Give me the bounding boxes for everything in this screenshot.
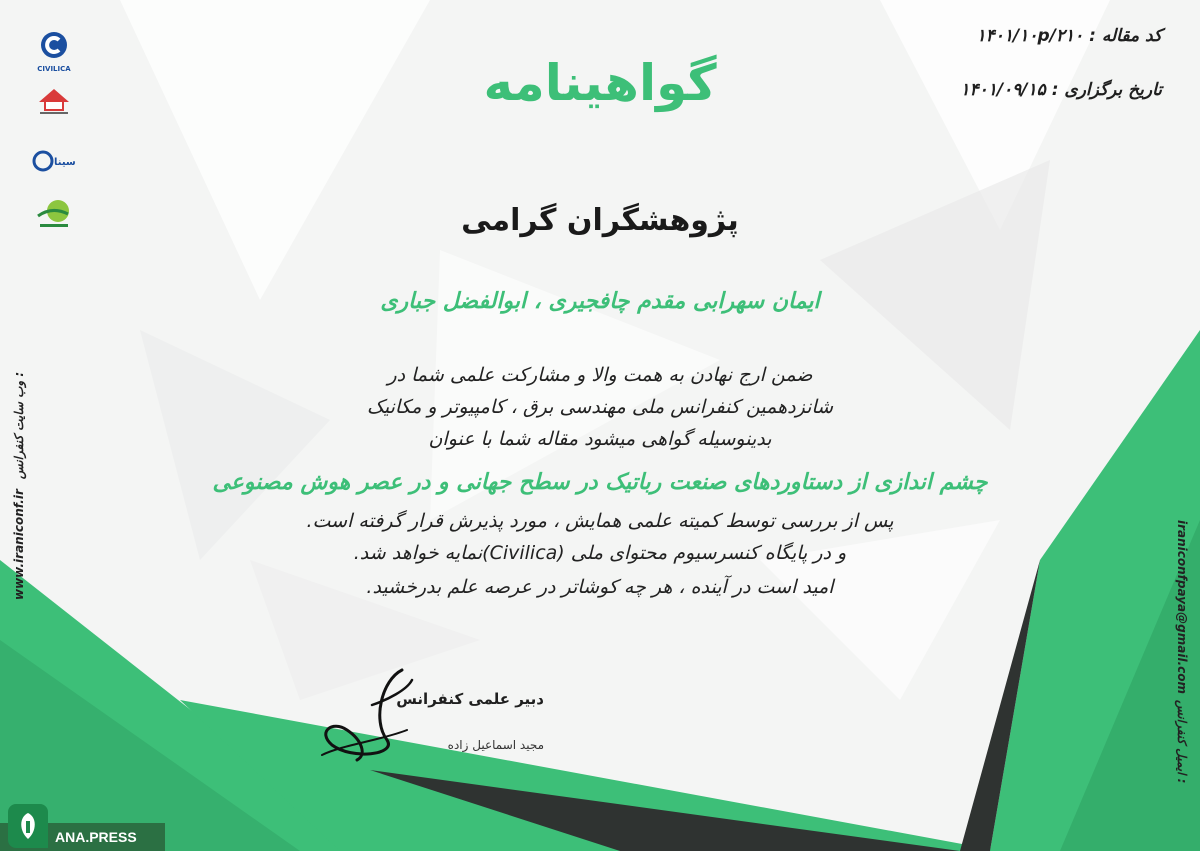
event-date xyxy=(960,80,1162,100)
sinia-logo-icon xyxy=(32,148,76,174)
sinia-logo xyxy=(26,148,82,178)
certificate-title: گواهینامه xyxy=(483,54,717,112)
signer-name: مجید اسماعیل زاده xyxy=(447,738,544,752)
body-line-5: و در پایگاه کنسرسیوم محتوای ملی (Civilica)نمایه خواهد شد. xyxy=(353,542,847,564)
article-code-label: کد مقاله : xyxy=(1089,26,1162,46)
website-label: وب سایت کنفرانس : xyxy=(12,371,26,480)
house-logo xyxy=(26,86,82,120)
website-sidebar xyxy=(12,372,26,600)
ana-press-text: ANA.PRESS xyxy=(55,829,137,845)
civilica-logo-icon xyxy=(39,30,69,60)
handwritten-signature xyxy=(312,660,422,770)
body-line-1: ضمن ارج نهادن به همت والا و مشارکت علمی شما در xyxy=(387,364,813,386)
author-names: ایمان سهرابی مقدم چافجیری ، ابوالفضل جباری xyxy=(380,289,820,314)
email-address[interactable]: iraniconfpaya@gmail.com xyxy=(1175,520,1189,694)
email-sidebar xyxy=(1175,520,1189,783)
body-line-4: پس از بررسی توسط کمیته علمی همایش ، مورد پذیرش قرار گرفته است. xyxy=(306,510,894,532)
event-date-label: تاریخ برگزاری : xyxy=(1051,80,1162,100)
article-code xyxy=(976,26,1162,46)
body-line-3: بدینوسیله گواهی میشود مقاله شما با عنوان xyxy=(428,428,772,450)
green-logo-icon xyxy=(34,198,74,230)
house-logo-icon xyxy=(36,86,72,116)
civilica-logo-text: CIVILICA xyxy=(37,65,71,73)
body-line-6: امید است در آینده ، هر چه کوشاتر در عرصه علم بدرخشید. xyxy=(366,576,834,598)
salutation: پژوهشگران گرامی xyxy=(461,203,739,238)
email-label: ایمیل کنفرانس : xyxy=(1175,699,1189,784)
website-url[interactable]: www.iraniconf.ir xyxy=(12,489,26,600)
event-date-value: ۱۴۰۱/۰۹/۱۵ xyxy=(960,80,1046,100)
article-code-value: ۱۴۰۱/۱۰p/۲۱۰ xyxy=(976,26,1084,46)
green-logo xyxy=(26,198,82,234)
body-line-2: شانزدهمین کنفرانس ملی مهندسی برق ، کامپیوتر و مکانیک xyxy=(366,396,834,418)
paper-title: چشم اندازی از دستاوردهای صنعت رباتیک در سطح جهانی و در عصر هوش مصنوعی xyxy=(212,470,988,495)
ana-logo-icon xyxy=(15,811,41,841)
signer-role: دبیر علمی کنفرانس xyxy=(396,690,544,708)
sinia-logo-text: سینا xyxy=(54,157,76,168)
civilica-logo xyxy=(26,30,82,73)
ana-press-icon xyxy=(8,804,48,848)
